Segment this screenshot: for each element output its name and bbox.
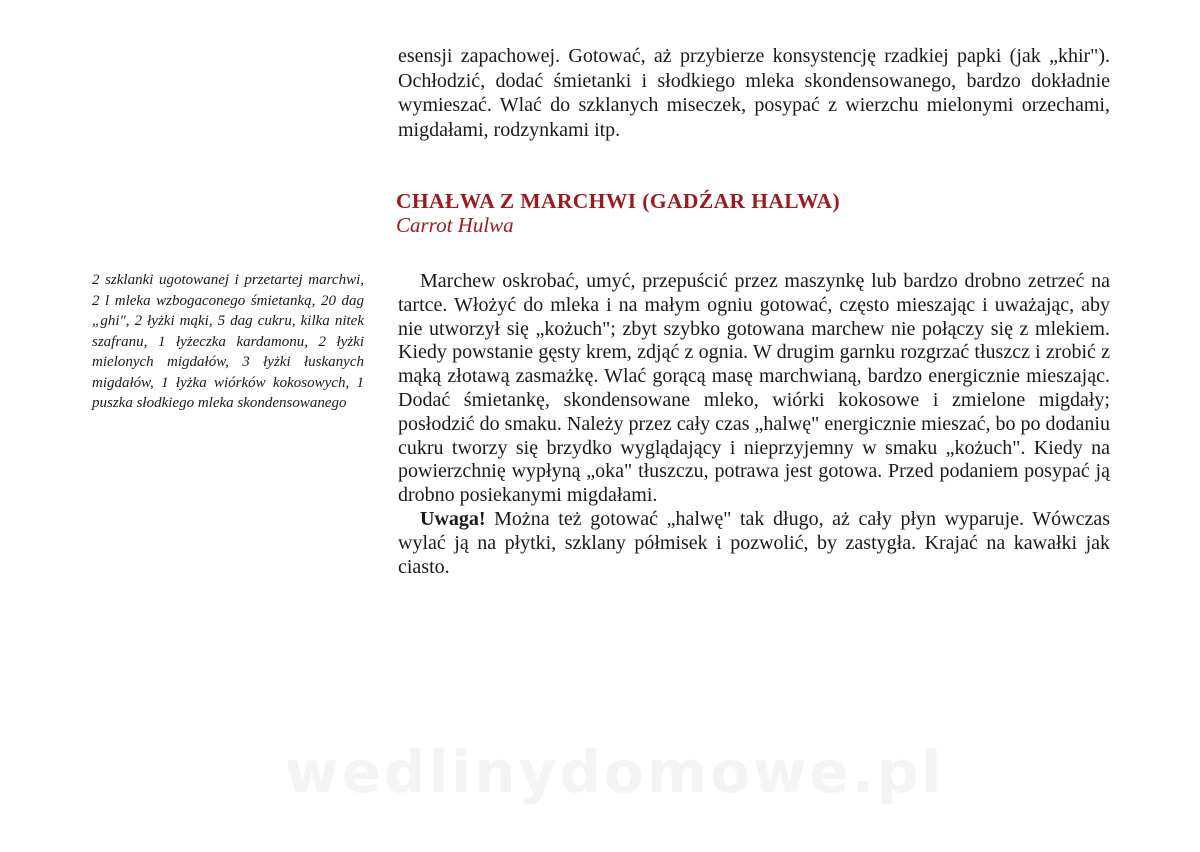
recipe-title: CHAŁWA Z MARCHWI (GADŹAR HALWA): [396, 189, 841, 213]
recipe-heading: [396, 188, 1116, 236]
intro-paragraph: esensji zapachowej. Gotować, aż przybierze konsystencję rzadkiej papki (jak „khir"). Ochłodzić, dodać śmietanki i słodkiego mleka skondensowanego, bardzo dokładnie wymieszać. Wlać do szklanych miseczek, posypać z wierzchu mielonymi orzechami, migdałami, rodzynkami itp.: [398, 45, 1110, 141]
previous-recipe-continuation: [398, 44, 1110, 142]
note-label: Uwaga!: [420, 507, 486, 530]
note-paragraph: [398, 508, 1110, 579]
note-text: Można też gotować „halwę" tak długo, aż cały płyn wyparuje. Wówczas wylać ją na płytki, szklany półmisek i pozwolić, by zastygła. Krajać na kawałki jak ciasto.: [398, 507, 1110, 578]
ingredients-list: 2 szklanki ugotowanej i przetartej marchwi, 2 l mleka wzbogaconego śmietanką, 20 dag „ghi", 2 łyżki mąki, 5 dag cukru, kilka nitek szafranu, 1 łyżeczka kardamonu, 2 łyżki mielonych migdałów, 3 łyżki łuskanych migdałów, 1 łyżka wiórków kokosowych, 1 puszka słodkiego mleka skondensowanego: [92, 272, 364, 411]
recipe-subtitle: Carrot Hulwa: [396, 213, 514, 237]
method-paragraph: Marchew oskrobać, umyć, przepuścić przez maszynkę lub bardzo drobno zetrzeć na tartce. Włożyć do mleka i na małym ogniu gotować, często mieszając i uważając, aby nie utworzył się „kożuch"; zbyt szybko gotowana marchew nie połączy się z mlekiem. Kiedy powstanie gęsty krem, zdjąć z ognia. W drugim garnku rozgrzać tłuszcz i zrobić z mąką złotawą zasmażkę. Wlać gorącą masę marchwianą, bardzo energicznie mieszając. Dodać śmietankę, skondensowane mleko, wiórki kokosowe i zmielone migdały; posłodzić do smaku. Należy przez cały czas „halwę" energicznie mieszać, bo po dodaniu cukru tworzy się brzydko wyglądający i nieprzyjemny w smaku „kożuch". Kiedy na powierzchnię wypłyną „oka" tłuszczu, potrawa jest gotowa. Przed podaniem posypać ją drobno posiekanymi migdałami.: [398, 270, 1110, 507]
recipe-method: [398, 270, 1110, 579]
site-watermark: wedlinydomowe.pl: [285, 738, 945, 806]
